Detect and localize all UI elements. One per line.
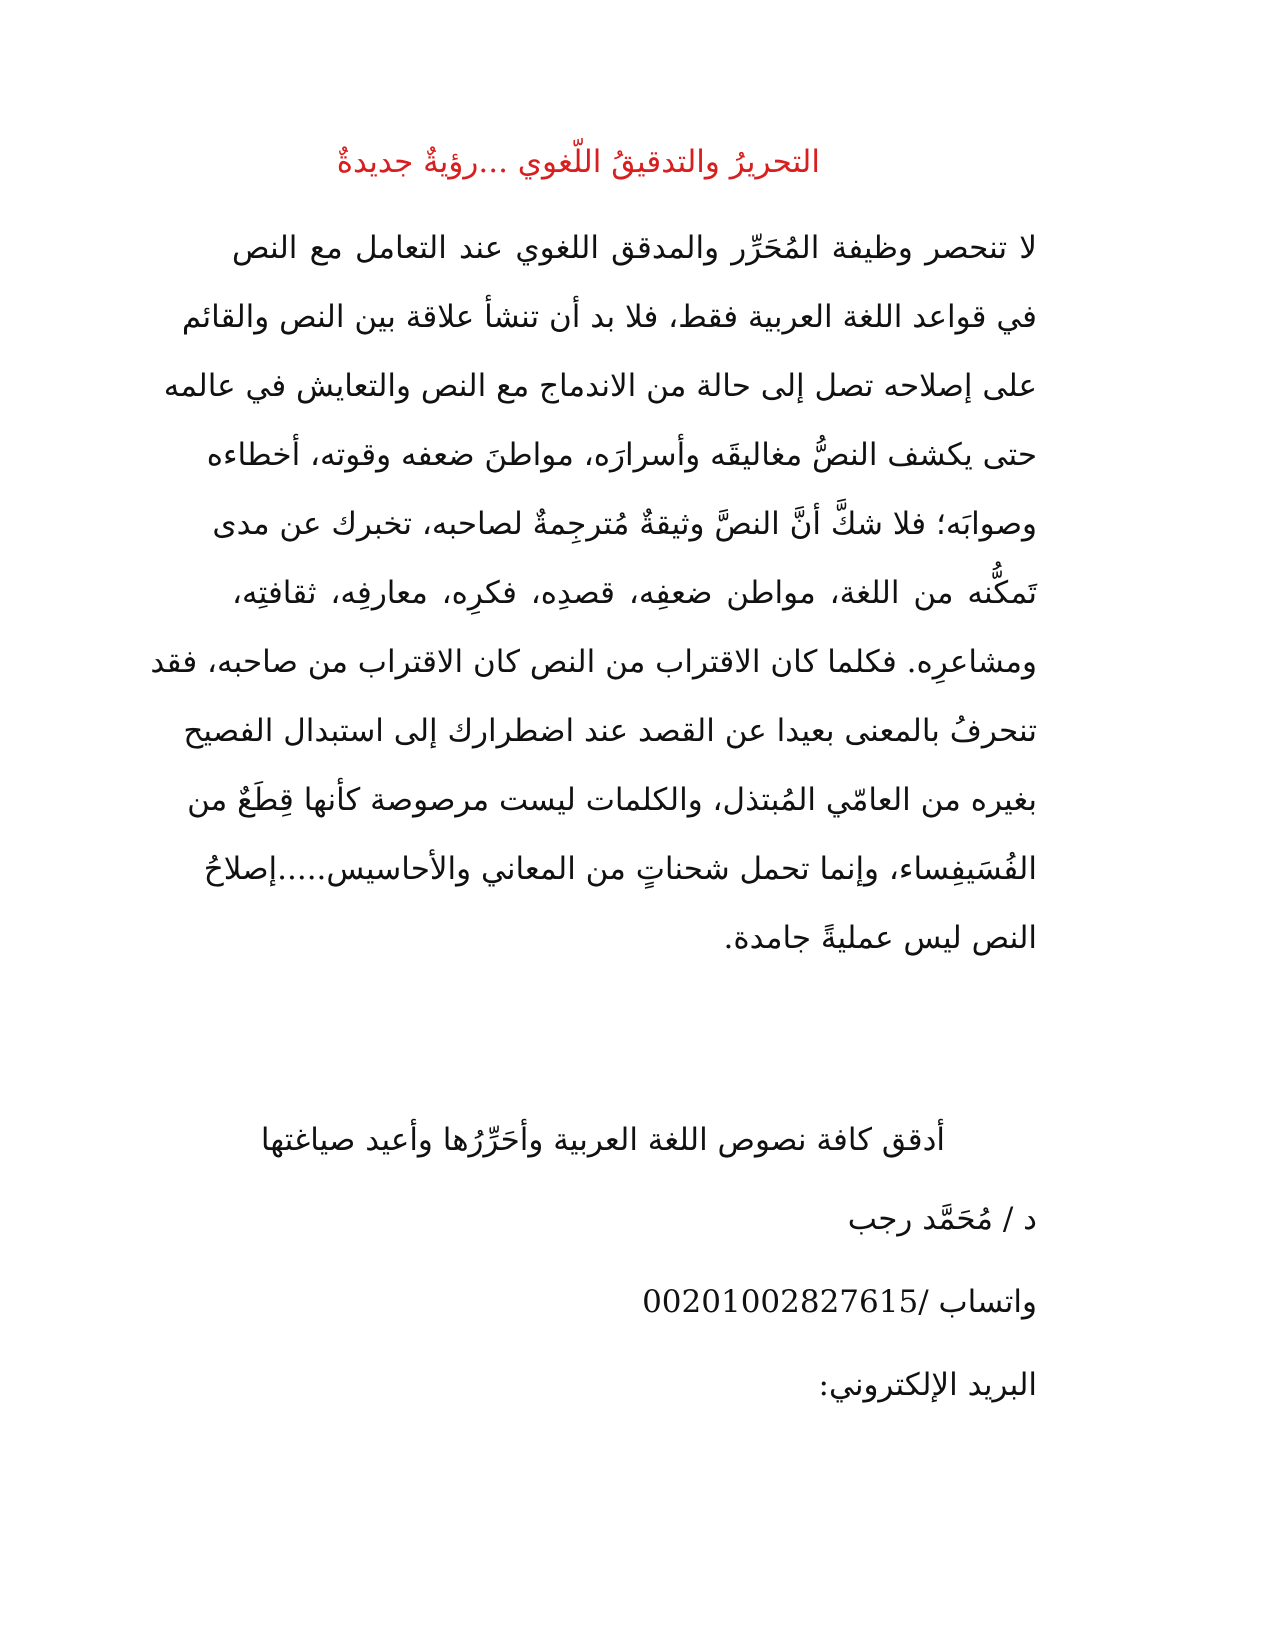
body-line: تَمكُّنه من اللغة، مواطن ضعفِه، قصدِه، فكرِه، معارفِه، ثقافتِه، xyxy=(232,575,1037,611)
body-line: وصوابَه؛ فلا شكَّ أنَّ النصَّ وثيقةٌ مُترجِمةٌ لصاحبه، تخبرك عن مدى xyxy=(212,506,1037,542)
body-line: تنحرفُ بالمعنى بعيدا عن القصد عند اضطرارك إلى استبدال الفصيح xyxy=(183,713,1037,749)
body-line: الفُسَيفِساء، وإنما تحمل شحناتٍ من المعاني والأحاسيس.....إصلاحُ xyxy=(203,851,1037,887)
body-paragraph xyxy=(150,214,1037,973)
author-name: د / مُحَمَّد رجب xyxy=(847,1201,1037,1237)
whatsapp-contact: واتساب /00201002827615 xyxy=(642,1284,1037,1320)
body-line: بغيره من العامّي المُبتذل، والكلمات ليست مرصوصة كأنها قِطَعٌ من xyxy=(187,782,1037,818)
body-line: على إصلاحه تصل إلى حالة من الاندماج مع النص والتعايش في عالمه xyxy=(163,368,1037,404)
body-line: ومشاعرِه. فكلما كان الاقتراب من النص كان الاقتراب من صاحبه، فقد xyxy=(150,644,1037,680)
body-line: في قواعد اللغة العربية فقط، فلا بد أن تنشأ علاقة بين النص والقائم xyxy=(181,299,1037,335)
body-line: لا تنحصر وظيفة المُحَرِّر والمدقق اللغوي عند التعامل مع النص xyxy=(232,230,1037,266)
email-label: البريد الإلكتروني: xyxy=(818,1367,1037,1403)
document-title: التحريرُ والتدقيقُ اللّغوي ...رؤيةٌ جديدةٌ xyxy=(336,144,820,180)
service-offer: أدقق كافة نصوص اللغة العربية وأحَرِّرُها وأعيد صياغتها xyxy=(260,1122,945,1158)
body-line-last: النص ليس عمليةً جامدة. xyxy=(723,920,1037,956)
body-line: حتى يكشف النصُّ مغاليقَه وأسرارَه، مواطنَ ضعفه وقوته، أخطاءه xyxy=(206,437,1037,473)
